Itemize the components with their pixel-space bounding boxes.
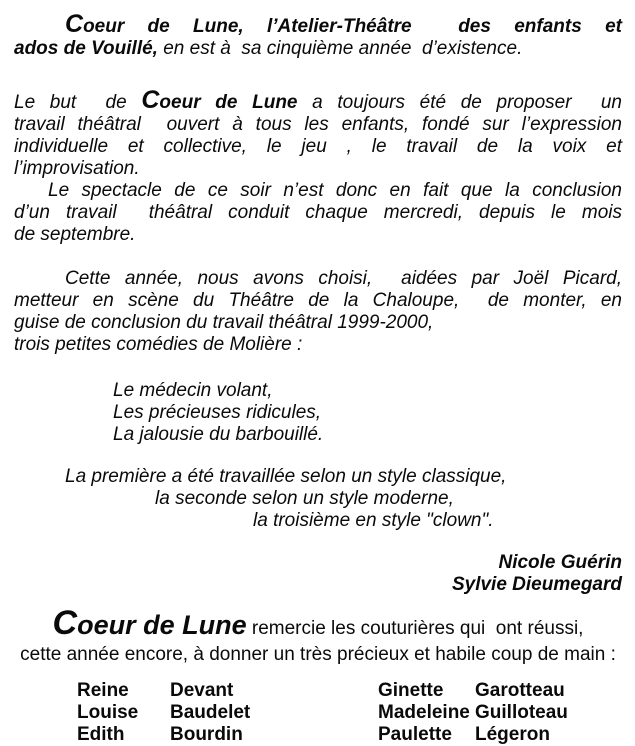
last-name: Baudelet: [170, 702, 251, 723]
play-title: Le médecin volant,: [113, 380, 273, 401]
purpose-text: a toujours été de proposer un: [297, 92, 622, 113]
seamstresses-left-group: [77, 680, 250, 746]
thanks-line-1: [14, 604, 622, 644]
first-name: Edith: [77, 724, 125, 745]
last-name: Garotteau: [475, 680, 565, 701]
thanks-text: remercie les couturières qui ont réussi,: [246, 618, 584, 639]
purpose-line-1: [14, 86, 622, 114]
seamstresses-right-group: [378, 680, 568, 746]
choice-paragraph: [14, 268, 622, 356]
drop-cap: C: [141, 86, 160, 114]
choice-line-3: guise de conclusion du travail théâtral 1999-2000,: [14, 312, 434, 333]
drop-cap: C: [65, 10, 84, 38]
intro-line-2: [14, 38, 622, 60]
purpose-line-7: de septembre.: [14, 224, 136, 245]
intro-bold-text: oeur de Lune, l’Atelier-Théâtre des enfants et: [83, 16, 622, 37]
thanks-paragraph: [14, 604, 622, 666]
intro-normal-text: en est à sa cinquième année d’existence.: [157, 38, 523, 59]
first-name: Louise: [77, 702, 139, 723]
plays-list: [14, 380, 622, 446]
choice-line-1: Cette année, nous avons choisi, aidées par Joël Picard,: [65, 268, 622, 289]
style-line-3: la troisième en style "clown".: [253, 510, 494, 531]
signature-name: Sylvie Dieumegard: [451, 574, 622, 595]
purpose-line-6: d’un travail théâtral conduit chaque mercredi, depuis le mois: [14, 202, 622, 223]
purpose-line-4: l’improvisation.: [14, 158, 140, 179]
styles-paragraph: [14, 466, 622, 532]
thanks-line-2: cette année encore, à donner un très précieux et habile coup de main :: [20, 644, 616, 665]
first-name: Madeleine: [378, 702, 470, 723]
first-name: Reine: [77, 680, 129, 701]
signatures: [14, 552, 622, 596]
last-name: Bourdin: [170, 724, 243, 745]
signature-name: Nicole Guérin: [498, 552, 622, 573]
play-title: Les précieuses ridicules,: [113, 402, 322, 423]
intro-bold-text-2: ados de Vouillé,: [14, 38, 158, 59]
drop-cap: C: [52, 604, 78, 642]
style-line-2: la seconde selon un style moderne,: [155, 488, 454, 509]
last-name: Guilloteau: [475, 702, 568, 723]
last-name: Devant: [170, 680, 234, 701]
seamstresses-names: [14, 678, 622, 744]
brand-name: oeur de Lune: [77, 610, 247, 640]
choice-line-2: metteur en scène du Théâtre de la Chaloupe, de monter, en: [14, 290, 622, 311]
last-name: Légeron: [475, 724, 550, 745]
intro-line-1: [14, 10, 622, 38]
first-name: Paulette: [378, 724, 452, 745]
purpose-paragraph: [14, 86, 622, 246]
purpose-line-5: Le spectacle de ce soir n’est donc en fait que la conclusion: [48, 180, 622, 201]
choice-line-4: trois petites comédies de Molière :: [14, 334, 303, 355]
play-title: La jalousie du barbouillé.: [113, 424, 324, 445]
first-name: Ginette: [378, 680, 444, 701]
style-line-1: La première a été travaillée selon un style classique,: [65, 466, 507, 487]
intro-paragraph: [14, 10, 622, 60]
purpose-text: Le but de: [14, 92, 142, 113]
purpose-line-3: individuelle et collective, le jeu , le travail de la voix et: [14, 136, 622, 157]
brand-name: oeur de Lune: [159, 92, 298, 113]
purpose-line-2: travail théâtral ouvert à tous les enfants, fondé sur l’expression: [14, 114, 622, 135]
